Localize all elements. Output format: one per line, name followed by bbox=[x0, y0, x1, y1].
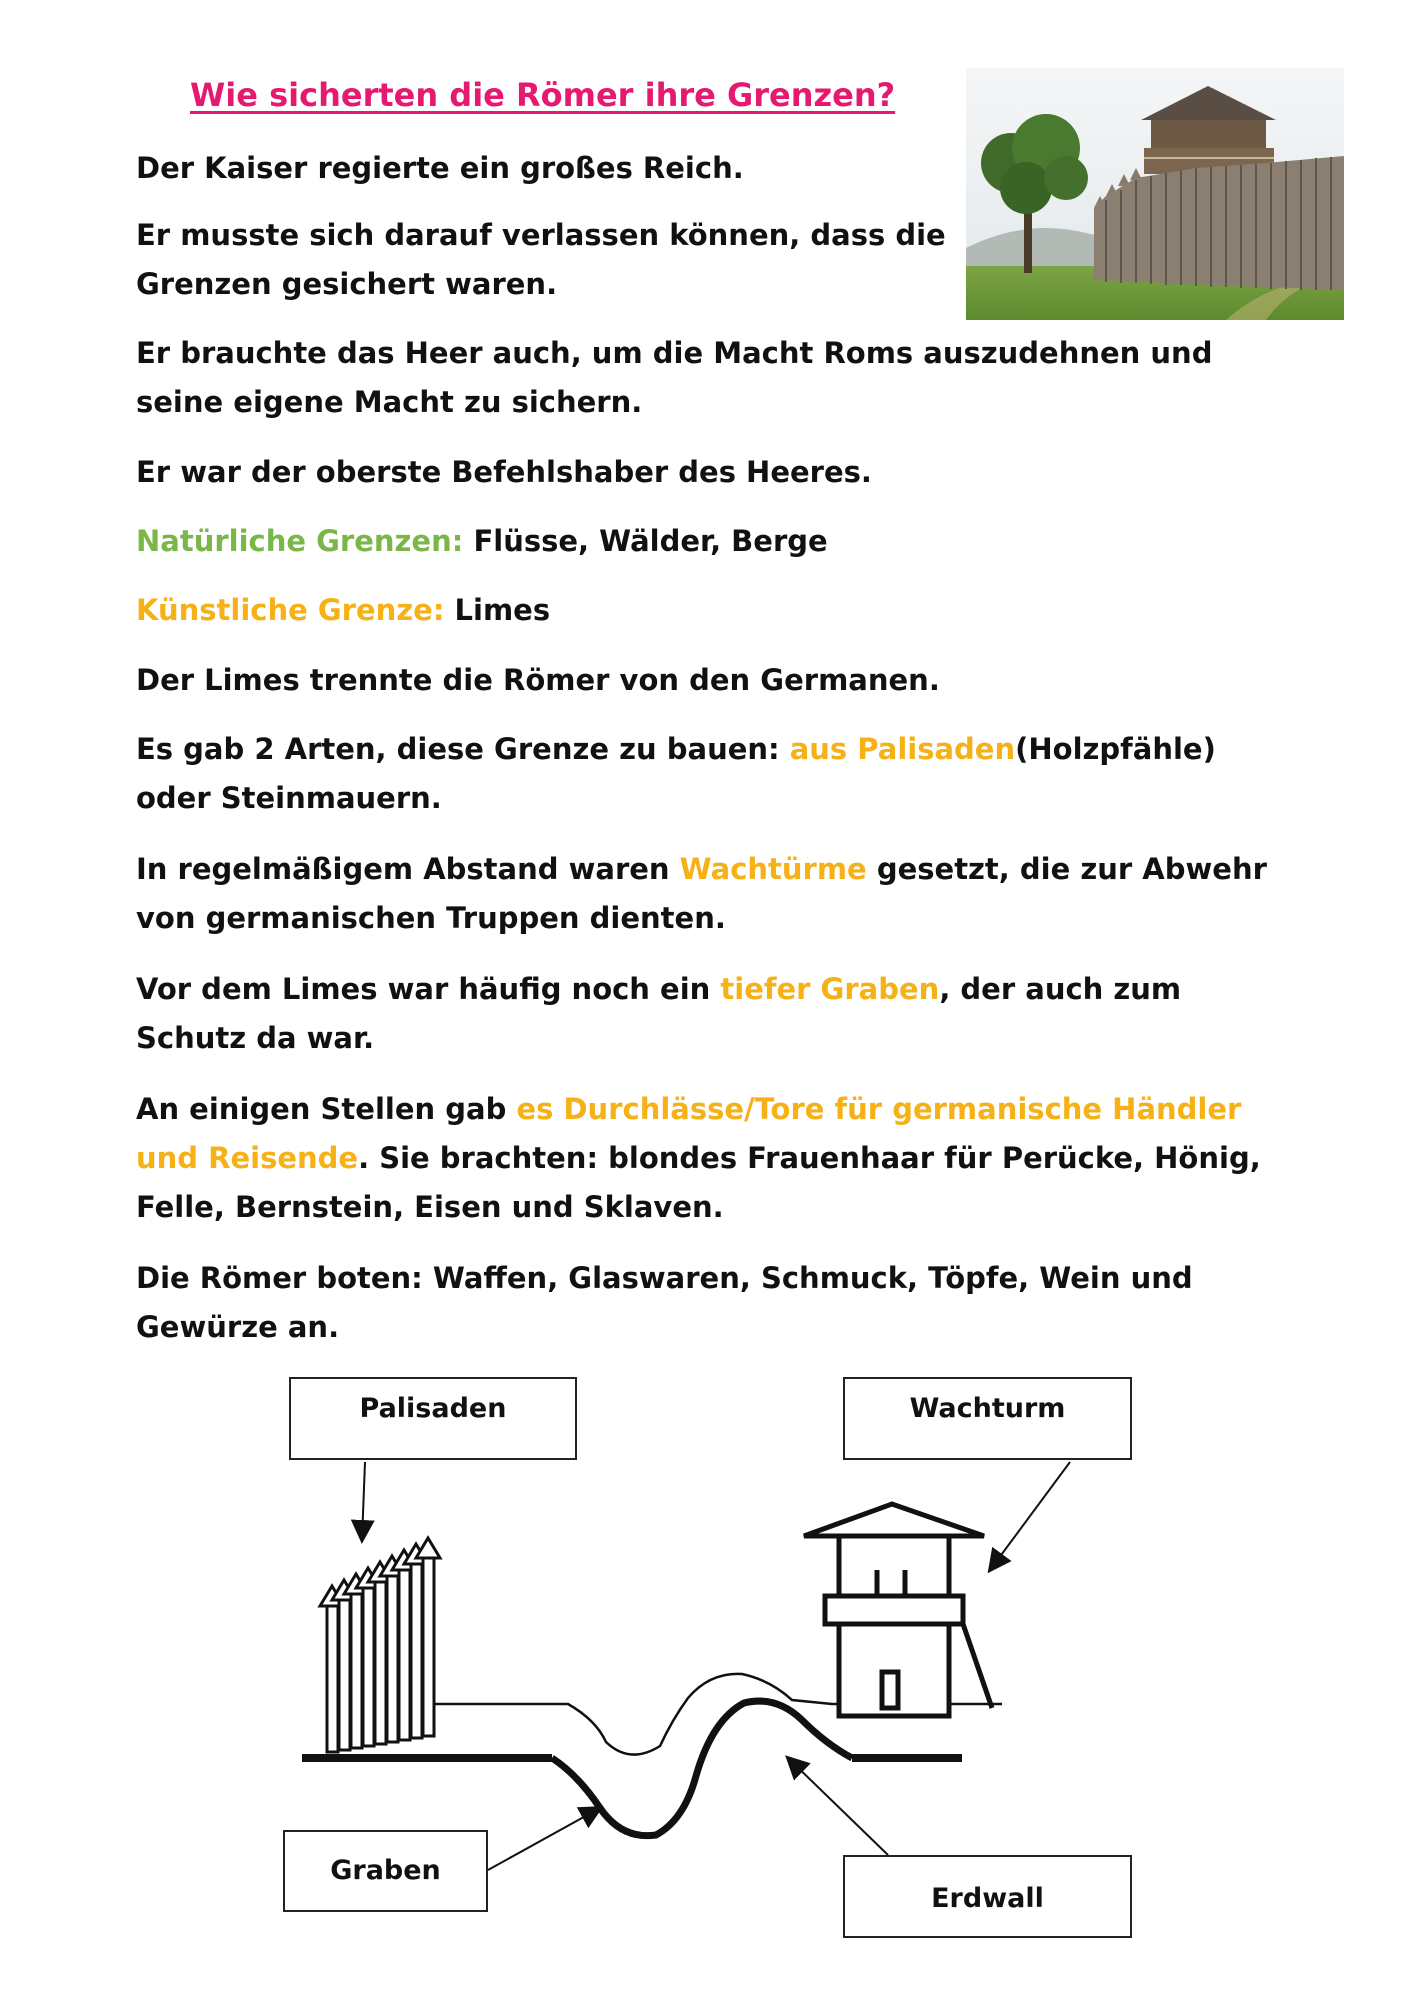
paragraph-grenzen-line2: Grenzen gesichert waren. bbox=[136, 267, 558, 301]
natural-borders-label: Natürliche Grenzen: bbox=[136, 524, 464, 558]
wachtuerme-highlight: Wachtürme bbox=[679, 852, 867, 886]
label-palisaden: Palisaden bbox=[289, 1377, 577, 1460]
haendler-text-a: An einigen Stellen gab bbox=[136, 1092, 517, 1126]
artificial-border-label: Künstliche Grenze: bbox=[136, 593, 445, 627]
paragraph-grenzen-line1: Er musste sich darauf verlassen können, dass die bbox=[136, 218, 946, 252]
graben-text-c: , der auch zum Schutz da war. bbox=[136, 972, 1182, 1055]
paragraph-heer: Er brauchte das Heer auch, um die Macht Roms auszudehnen und seine eigene Macht zu sichern. bbox=[136, 336, 1213, 419]
limes-diagram bbox=[0, 1360, 1414, 2000]
wachtuerme-text-c: gesetzt, die zur Abwehr von germanischen Truppen dienten. bbox=[136, 852, 1267, 935]
paragraph-kaiser: Der Kaiser regierte ein großes Reich. bbox=[136, 151, 744, 185]
paragraph-grenzen bbox=[136, 211, 1286, 309]
label-wachturm: Wachturm bbox=[843, 1377, 1132, 1460]
arten-text-c: (Holzpfähle) oder Steinmauern. bbox=[136, 732, 1216, 815]
paragraph-natuerliche-grenzen bbox=[136, 517, 1286, 566]
arten-highlight: aus Palisaden bbox=[789, 732, 1016, 766]
natural-borders-text: Flüsse, Wälder, Berge bbox=[463, 524, 828, 558]
paragraph-graben bbox=[136, 965, 1286, 1063]
page-title: Wie sicherten die Römer ihre Grenzen? bbox=[190, 76, 896, 114]
paragraph-roemer-boten: Die Römer boten: Waffen, Glaswaren, Schmuck, Töpfe, Wein und Gewürze an. bbox=[136, 1261, 1193, 1344]
paragraph-kuenstliche-grenze bbox=[136, 586, 1286, 635]
paragraph-befehlshaber: Er war der oberste Befehlshaber des Heeres. bbox=[136, 455, 872, 489]
paragraph-haendler bbox=[136, 1085, 1286, 1232]
wachtuerme-text-a: In regelmäßigem Abstand waren bbox=[136, 852, 680, 886]
graben-highlight: tiefer Graben bbox=[720, 972, 940, 1006]
label-graben: Graben bbox=[283, 1830, 488, 1912]
paragraph-arten bbox=[136, 725, 1286, 823]
watchtower-drawing bbox=[804, 1504, 992, 1716]
graben-text-a: Vor dem Limes war häufig noch ein bbox=[136, 972, 721, 1006]
haendler-text-c: . Sie brachten: blondes Frauenhaar für Perücke, Hönig, Felle, Bernstein, Eisen und Sklaven. bbox=[136, 1141, 1261, 1224]
artificial-border-text: Limes bbox=[444, 593, 551, 627]
paragraph-limes: Der Limes trennte die Römer von den Germanen. bbox=[136, 663, 940, 697]
arten-text-a: Es gab 2 Arten, diese Grenze zu bauen: bbox=[136, 732, 790, 766]
palisade-stakes bbox=[320, 1538, 440, 1752]
label-erdwall: Erdwall bbox=[843, 1855, 1132, 1938]
paragraph-wachtuerme bbox=[136, 845, 1286, 943]
haendler-highlight: es Durchlässe/Tore für germanische Händler und Reisende bbox=[136, 1092, 1242, 1175]
